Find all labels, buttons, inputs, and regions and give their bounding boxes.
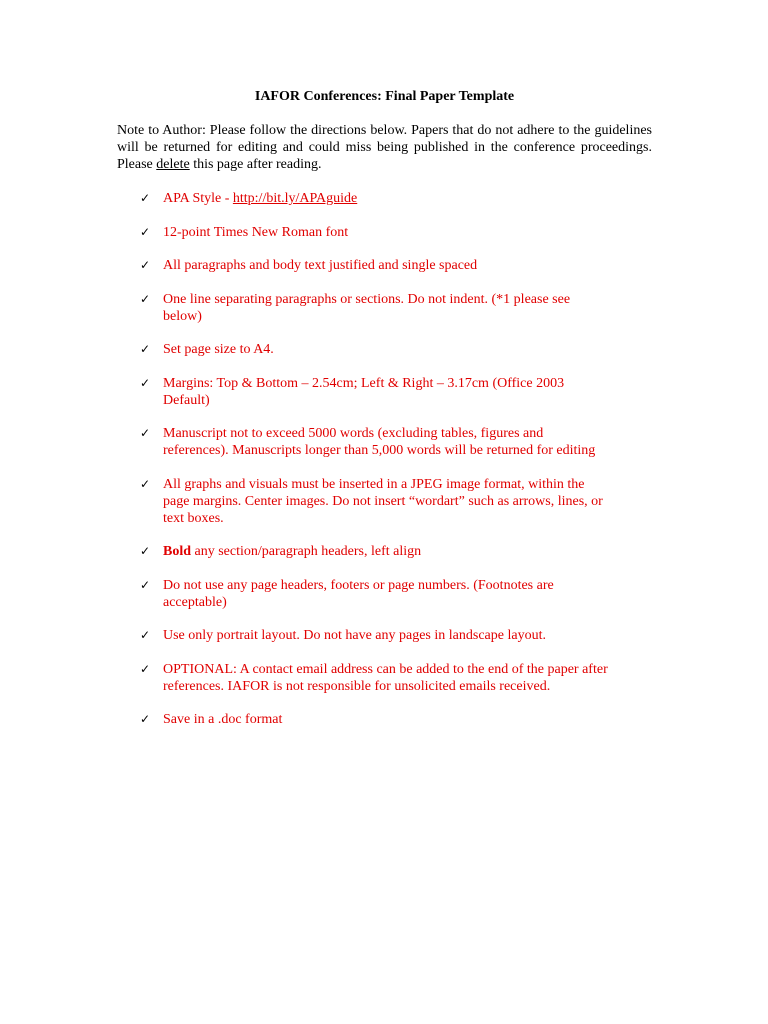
checkmark-icon: ✓	[140, 258, 151, 272]
list-item-text: All paragraphs and body text justified and single spaced	[163, 258, 478, 273]
page-title: IAFOR Conferences: Final Paper Template	[254, 89, 515, 104]
list-item-text: any section/paragraph headers, left align	[191, 544, 422, 559]
list-item	[117, 341, 652, 358]
note-underlined-word: delete	[156, 157, 190, 172]
list-item-text: Save in a .doc format	[163, 712, 283, 727]
checkmark-icon: ✓	[140, 476, 151, 491]
checkmark-icon: ✓	[140, 628, 151, 642]
note-text-end: this page after reading.	[189, 157, 322, 172]
list-item-bold-word: Bold	[163, 544, 192, 559]
list-item-text: Use only portrait layout. Do not have any pages in landscape layout.	[163, 628, 546, 643]
list-item	[117, 257, 652, 274]
list-item-text: Manuscript not to exceed 5000 words (excluding tables, figures and references). Manuscripts longer than 5,000 words will be returned for editing	[163, 426, 596, 458]
checkmark-icon: ✓	[140, 426, 151, 440]
checkmark-icon: ✓	[140, 661, 151, 676]
note-to-author	[117, 122, 652, 173]
note-text-start: Note to Author: Please follow the directions below. Papers that do not adhere to the guidelines will be returned for editing and could miss being published in the conference proceedings. Please	[117, 123, 652, 172]
list-item-text: Set page size to A4.	[163, 342, 274, 357]
list-item	[117, 291, 652, 325]
list-item-text: OPTIONAL: A contact email address can be added to the end of the paper after references. IAFOR is not responsible for unsolicited emails received.	[163, 661, 608, 694]
list-item-text: Do not use any page headers, footers or page numbers. (Footnotes are acceptable)	[163, 577, 554, 610]
checkmark-icon: ✓	[140, 544, 151, 558]
list-item	[117, 627, 652, 644]
list-item-text: 12-point Times New Roman font	[163, 224, 349, 240]
list-item	[117, 661, 652, 695]
list-item-text: All graphs and visuals must be inserted in a JPEG image format, within the page margins. Center images. Do not insert “wordart” such as arrows, lines, or text boxes.	[163, 476, 603, 526]
list-item-text: APA Style -	[163, 191, 233, 206]
list-item-text: Margins: Top & Bottom – 2.54cm; Left & Right – 3.17cm (Office 2003 Default)	[163, 375, 565, 408]
list-item	[117, 190, 652, 207]
list-item	[117, 224, 652, 241]
list-item	[117, 375, 652, 409]
list-item	[117, 425, 652, 459]
list-item-text: One line separating paragraphs or sections. Do not indent. (*1 please see below)	[163, 291, 571, 324]
list-item	[117, 711, 652, 728]
checkmark-icon: ✓	[140, 224, 151, 239]
checkmark-icon: ✓	[140, 342, 151, 356]
checkmark-icon: ✓	[140, 577, 151, 592]
list-item	[117, 543, 652, 560]
apa-guide-link[interactable]: http://bit.ly/APAguide	[232, 191, 358, 206]
list-item	[117, 577, 652, 611]
checkmark-icon: ✓	[140, 375, 151, 390]
checkmark-icon: ✓	[140, 191, 151, 205]
checkmark-icon: ✓	[140, 291, 151, 306]
guideline-checklist	[117, 190, 652, 728]
list-item	[117, 476, 652, 527]
checkmark-icon: ✓	[140, 712, 151, 726]
